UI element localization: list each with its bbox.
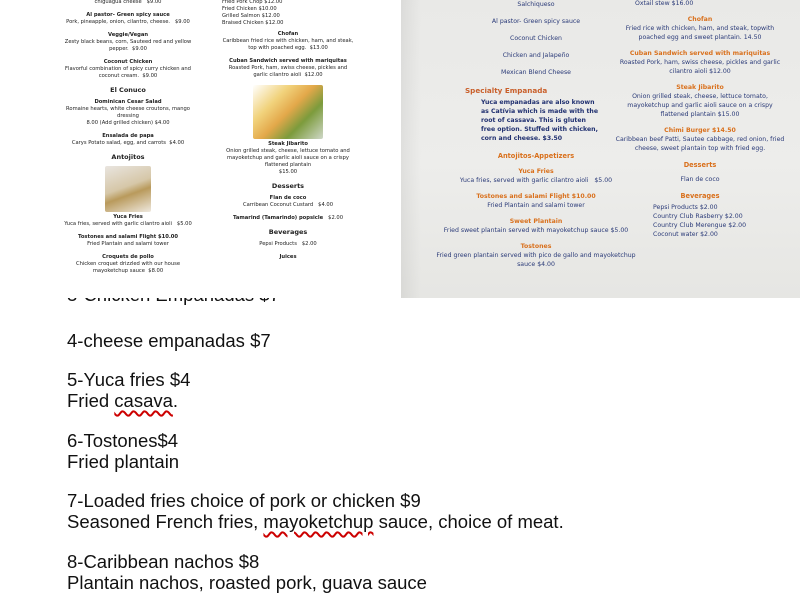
menu-item (431, 243, 641, 270)
item-name: Ensalada de papa (102, 132, 154, 139)
photo-menu-column-2 (615, 0, 785, 240)
list-item: Coconut water $2.00 (653, 230, 718, 238)
menu-item: Mexican Blend Cheese (501, 68, 571, 76)
desc-text: Seasoned French fries, (67, 511, 264, 532)
list-item: Pepsi Products $2.00 (653, 203, 718, 211)
list-item: Grilled Salmon $12.00 (222, 13, 280, 20)
menu-line-4: 4-cheese empanadas $7 (67, 330, 271, 351)
item-desc: Flavorful combination of spicy curry chicken and coconut cream. (65, 66, 191, 80)
item-desc: Carribean Coconut Custard (242, 202, 314, 209)
desc-text: sauce, choice of meat. (373, 511, 564, 532)
item-name: Chofan (687, 15, 713, 23)
item-name: Tostones and salami Flight $10.00 (476, 192, 596, 200)
menu-item (615, 84, 785, 120)
item-price: $15.00 (278, 169, 298, 176)
section-heading: Beverages (268, 228, 308, 237)
item-desc: Fried sweet plantain served with mayoketchup sauce $5.00 (443, 226, 629, 234)
item-name: Tostones and salami Flight $10.00 (77, 233, 179, 240)
section-heading: Desserts (683, 160, 717, 169)
item-desc: Onion grilled steak, cheese, lettuce tomato and mayoketchup and garlic aioli sauce on a crispy flattened plantain (226, 148, 350, 169)
section-heading: Antojitos-Appetizers (497, 152, 575, 161)
menu-item (58, 0, 198, 6)
printed-menu-column-2 (222, 0, 354, 267)
item-price: $5.00 (594, 176, 613, 184)
item-name: Sweet Plantain (509, 217, 563, 225)
fried-items-list (222, 0, 354, 27)
menu-item: Flan de coco (680, 176, 720, 184)
item-name: chiguagua cheese (94, 0, 142, 5)
item-name: Cuban Sandwich served with mariquitas (629, 49, 771, 57)
list-item: Braised Chicken $12.00 (222, 20, 284, 27)
item-price: $9.00 (142, 73, 158, 80)
specialty-title: Specialty Empanada (465, 85, 548, 95)
menu-item (431, 168, 641, 186)
menu-item (58, 12, 198, 26)
menu-item: Juices (279, 253, 297, 260)
item-name: Pepsi Products (259, 240, 297, 247)
item-name: Coconut Chicken (103, 59, 153, 66)
menu-item: Oxtail stew $16.00 (635, 0, 694, 7)
item-desc: Caribbean fried rice with chicken, ham, and steak, top with poached egg. (222, 38, 354, 52)
item-desc: Roasted Pork, ham, swiss cheese, pickles and garlic cilantro aioli (228, 65, 348, 79)
printed-menu-panel (0, 0, 401, 298)
menu-line-6: 6-Tostones$4 (67, 430, 179, 451)
menu-item (431, 218, 641, 236)
menu-item (58, 32, 198, 53)
list-item: Country Club Rasberry $2.00 (653, 212, 743, 220)
item-price: 8.00 (Add grilled chicken) $4.00 (86, 119, 170, 126)
menu-line-6-desc: Fried plantain (67, 451, 180, 472)
printed-menu-column-1 (58, 0, 198, 281)
section-heading: Beverages (680, 192, 720, 201)
item-price: $12.00 (304, 72, 323, 79)
item-name: Al pastor- Green spicy sauce (86, 12, 170, 19)
item-price: $5.00 (176, 220, 192, 227)
item-name: Croquets de pollo (102, 253, 154, 260)
desc-text: Fried (67, 390, 115, 411)
item-desc: Fried Plantain and salami tower (87, 240, 169, 247)
menu-item (615, 127, 785, 154)
menu-item (431, 193, 641, 211)
menu-item (615, 16, 785, 43)
item-name: Yuca Fries (113, 213, 143, 220)
beverages-list (653, 204, 785, 240)
document-body (0, 298, 800, 600)
list-item: Fried Pork Chop $12.00 (222, 0, 283, 5)
menu-line-7: 7-Loaded fries choice of pork or chicken $9 (67, 490, 421, 511)
section-heading: Antojitos (111, 153, 145, 161)
item-desc: Fried Plantain and salami tower (487, 201, 585, 209)
item-price: $9.00 (146, 0, 162, 5)
item-desc: Fried green plantain served with pico de gallo and mayoketchup sauce $4.00 (436, 251, 636, 268)
menu-item (58, 59, 198, 80)
yuca-fries-photo (105, 166, 151, 212)
item-name: Chofan (277, 31, 299, 38)
item-price: $9.00 (175, 19, 190, 26)
list-item: Country Club Merengue $2.00 (653, 221, 747, 229)
item-name: Yuca Fries (518, 167, 554, 175)
menu-item (222, 195, 354, 209)
item-desc: Caribbean beef Patti, Sautee cabbage, red onion, fried cheese, sweet plantain top with fried egg. (615, 135, 785, 152)
menu-item (58, 99, 198, 127)
steak-jibarito-photo (253, 85, 323, 139)
item-name: Dominican Cesar Salad (94, 98, 162, 105)
menu-item: Coconut Chicken (510, 34, 562, 42)
item-price: $9.00 (132, 46, 147, 53)
item-price: $13.00 (309, 45, 328, 52)
item-desc: Chicken croquet drizzled with our house mayoketchup sauce (75, 260, 181, 274)
item-desc: Pork, pineapple, onion, cilantro, cheese. (66, 19, 171, 26)
menu-item (222, 58, 354, 79)
item-price: $8.00 (148, 267, 164, 274)
item-desc: Fried rice with chicken, ham, and steak, topwith poached egg and sweet plantain. 14.50 (625, 24, 775, 41)
menu-item (58, 234, 198, 248)
item-name: Chimi Burger $14.50 (664, 126, 736, 134)
item-name: Veggie/Vegan (107, 32, 149, 39)
menu-item (615, 50, 785, 77)
menu-item (222, 215, 354, 222)
section-heading: El Conuco (110, 86, 146, 95)
menu-item (222, 241, 354, 248)
menu-line-8-desc: Plantain nachos, roasted pork, guava sauce (67, 572, 427, 593)
item-desc: Carys Potato salad, egg, and carrots (71, 139, 166, 146)
menu-item: Chicken and Jalapeño (502, 51, 570, 59)
item-desc: Roasted Pork, ham, swiss cheese, pickles and garlic cilantro aioli $12.00 (619, 58, 781, 75)
item-desc: Yuca fries, served with garlic cilantro aioli (459, 176, 589, 184)
menu-item (222, 141, 354, 176)
menu-item (58, 133, 198, 147)
item-desc: Zesty black beans, corn, Sauteed red and yellow pepper. (64, 39, 192, 53)
menu-line-5: 5-Yuca fries $4 (67, 369, 191, 390)
item-name: Tostones (520, 242, 552, 250)
item-name: Tamarind (Tamarindo) popsicle (233, 215, 324, 222)
item-desc: Yuca fries, served with garlic cilantro aioli (64, 220, 172, 227)
photographed-menu-panel (401, 0, 800, 298)
menu-line-7-desc (67, 511, 564, 533)
misspelled-word: casava (114, 390, 173, 411)
item-name: Cuban Sandwich served with mariquitas (229, 58, 347, 65)
item-name: Steak Jibarito (268, 141, 308, 148)
menu-item (58, 254, 198, 275)
item-desc: Romaine hearts, white cheese croutons, mango dressing (66, 105, 190, 119)
misspelled-word: mayoketchup (263, 511, 374, 532)
item-name: Flan de coco (269, 195, 307, 201)
item-price: $2.00 (301, 240, 317, 247)
item-price: $4.00 (169, 139, 185, 146)
item-price: $4.00 (318, 202, 334, 209)
menu-item (58, 214, 198, 228)
list-item: Fried Chicken $10.00 (222, 6, 277, 13)
photo-menu-column-1 (431, 0, 641, 277)
page-shadow (401, 0, 421, 298)
item-price: $2.00 (328, 215, 343, 222)
menu-item: Salchiqueso (517, 1, 555, 8)
menu-item (222, 31, 354, 52)
item-name: Steak Jibarito (676, 83, 724, 91)
menu-line-5-desc (67, 390, 178, 412)
desc-text: . (172, 390, 179, 411)
menu-line-8: 8-Caribbean nachos $8 (67, 551, 260, 572)
menu-item: Al pastor- Green spicy sauce (491, 17, 581, 25)
section-heading: Desserts (271, 182, 305, 191)
item-desc: Onion grilled steak, cheese, lettuce tomato, mayoketchup and garlic aioli sauce on a crispy flattened plantain $15.00 (627, 92, 773, 118)
specialty-desc: Yuca empanadas are also known as Catívia which is made with the root of cassava. This is gluten free option. Stuffed with chicken, corn and cheese. $3.50 (481, 99, 599, 143)
